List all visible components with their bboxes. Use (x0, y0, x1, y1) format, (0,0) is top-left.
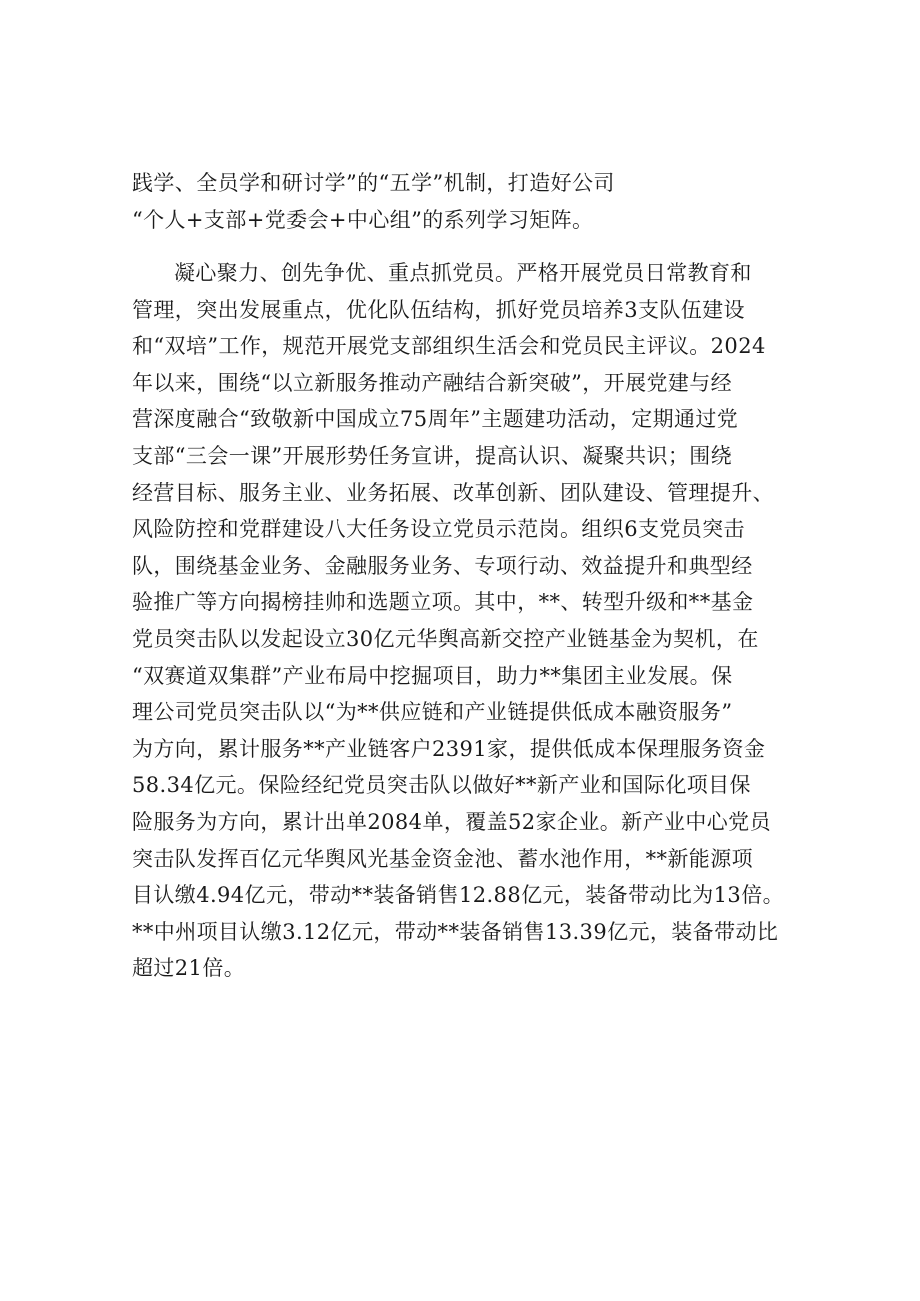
paragraph-line: 目认缴4.94亿元，带动**装备销售12.88亿元，装备带动比为13倍。 (132, 883, 784, 908)
paragraph-line: 管理，突出发展重点，优化队伍结构，抓好党员培养3支队伍建设 (132, 297, 745, 322)
paragraph-line: 营深度融合“致敬新中国成立75周年”主题建功活动，定期通过党 (132, 407, 739, 432)
paragraph-line: 践学、全员学和研讨学”的“五学”机制，打造好公司 (132, 171, 615, 195)
paragraph-line: “个人+支部+党委会+中心组”的系列学习矩阵。 (132, 207, 594, 232)
paragraph-line: 超过21倍。 (132, 956, 246, 981)
paragraph-line: 队，围绕基金业务、金融服务业务、专项行动、效益提升和典型经 (132, 553, 753, 578)
paragraph-line: 支部“三会一课”开展形势任务宣讲，提高认识、凝聚共识；围绕 (132, 443, 733, 468)
paragraph-line: 理公司党员突击队以“为**供应链和产业链提供低成本融资服务” (132, 700, 733, 725)
paragraph-line: 凝心聚力、创先争优、重点抓党员。严格开展党员日常教育和 (174, 261, 752, 285)
paragraph-line: 验推广等方向揭榜挂帅和选题立项。其中，**、转型升级和**基金 (132, 590, 754, 615)
paragraph-line: 58.34亿元。保险经纪党员突击队以做好**新产业和国际化项目保 (132, 773, 751, 798)
paragraph-line: **中州项目认缴3.12亿元，带动**装备销售13.39亿元，装备带动比 (132, 919, 779, 944)
main-paragraph (132, 255, 804, 987)
paragraph-line: 风险防控和党群建设八大任务设立党员示范岗。组织6支党员突击 (132, 517, 745, 542)
continuation-paragraph (132, 165, 804, 238)
paragraph-line: 突击队发挥百亿元华舆风光基金资金池、蓄水池作用，**新能源项 (132, 846, 753, 871)
paragraph-line: 年以来，围绕“以立新服务推动产融结合新突破”，开展党建与经 (132, 370, 733, 395)
paragraph-line: 为方向，累计服务**产业链客户2391家，提供低成本保理服务资金 (132, 736, 766, 761)
paragraph-line: 经营目标、服务主业、业务拓展、改革创新、团队建设、管理提升、 (132, 480, 774, 505)
paragraph-line: 险服务为方向，累计出单2084单，覆盖52家企业。新产业中心党员 (132, 809, 771, 834)
paragraph-line: 党员突击队以发起设立30亿元华舆高新交控产业链基金为契机，在 (132, 626, 759, 651)
paragraph-line: 和“双培”工作，规范开展党支部组织生活会和党员民主评议。2024 (132, 334, 766, 359)
paragraph-line: “双赛道双集群”产业布局中挖掘项目，助力**集团主业发展。保 (132, 663, 733, 688)
